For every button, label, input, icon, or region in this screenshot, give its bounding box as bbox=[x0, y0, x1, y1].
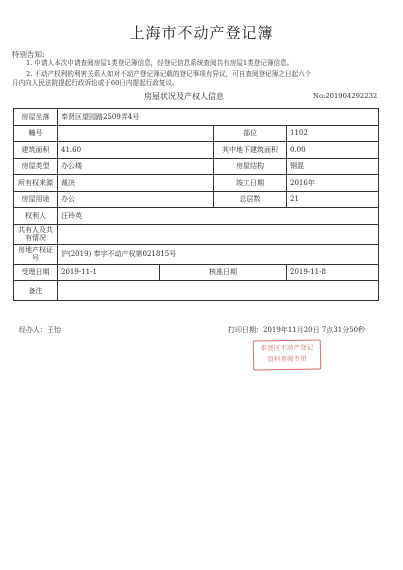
document-title: 上海市不动产登记簿 bbox=[129, 24, 274, 42]
registry-table bbox=[13, 108, 379, 301]
notice-line-2: 2. 不动产权利的利害关系人如对不动产登记簿记载的登记事项有异议，可自查阅登记簿之日起六个 bbox=[26, 70, 312, 78]
house-type-label: 房屋类型 bbox=[14, 158, 58, 175]
approve-date-label: 核准日期 bbox=[160, 264, 287, 281]
address-value: 奉贤区望园路2509弄4号 bbox=[58, 109, 379, 126]
table-row bbox=[14, 158, 379, 175]
table-row bbox=[14, 142, 379, 159]
section-number: No:201904292232 bbox=[313, 92, 378, 100]
total-floors-value: 21 bbox=[287, 191, 379, 208]
completion-date-label: 竣工日期 bbox=[214, 175, 287, 192]
structure-value: 钢混 bbox=[287, 158, 379, 175]
position-label: 部位 bbox=[214, 125, 287, 142]
table-row bbox=[14, 224, 379, 244]
notice-heading: 特别告知: bbox=[12, 50, 45, 59]
certificate-label: 房地产权证号 bbox=[14, 244, 58, 264]
underground-area-value: 0.00 bbox=[287, 142, 379, 159]
table-row bbox=[14, 244, 379, 264]
ownership-source-label: 所有权来源 bbox=[14, 175, 58, 192]
building-no-label: 幢号 bbox=[14, 125, 58, 142]
underground-area-label: 其中地下建筑面积 bbox=[214, 142, 287, 159]
handler-name: 经办人：王怡 bbox=[19, 326, 61, 334]
remarks-label: 备注 bbox=[14, 281, 58, 301]
building-no-value bbox=[58, 125, 214, 142]
table-row bbox=[14, 175, 379, 192]
accept-date-label: 受理日期 bbox=[14, 264, 58, 281]
co-ownership-value bbox=[58, 224, 379, 244]
table-row bbox=[14, 281, 379, 301]
table-row bbox=[14, 191, 379, 208]
official-stamp bbox=[253, 339, 322, 370]
structure-label: 房屋结构 bbox=[214, 158, 287, 175]
approve-date-value: 2019-11-8 bbox=[287, 264, 379, 281]
stamp-line-1: 奉贤区不动产登记 bbox=[260, 343, 314, 353]
co-ownership-label: 共有人及共有情况 bbox=[14, 224, 58, 244]
position-value: 1102 bbox=[287, 125, 379, 142]
completion-date-value: 2016年 bbox=[287, 175, 379, 192]
area-value: 41.60 bbox=[58, 142, 214, 159]
accept-date-value: 2019-11-1 bbox=[58, 264, 160, 281]
owner-label: 权利人 bbox=[14, 208, 58, 225]
house-type-value: 办公楼 bbox=[58, 158, 214, 175]
ownership-source-value: 裁决 bbox=[58, 175, 214, 192]
section-title: 房屋状况及产权人信息 bbox=[144, 92, 224, 101]
table-row bbox=[14, 109, 379, 126]
notice-line-3: 月内向人民法院提起行政诉讼或于60日内提起行政复议。 bbox=[12, 79, 179, 87]
remarks-value bbox=[58, 281, 379, 301]
area-label: 建筑面积 bbox=[14, 142, 58, 159]
table-row bbox=[14, 125, 379, 142]
table-row bbox=[14, 264, 379, 281]
total-floors-label: 总层数 bbox=[214, 191, 287, 208]
owner-value: 汪玲英 bbox=[58, 208, 379, 225]
print-time: 打印日期：2019年11月20日 7点31分50秒 bbox=[228, 326, 366, 334]
stamp-line-2: 资料查阅专用 bbox=[267, 354, 307, 364]
certificate-value: 沪(2019) 奉字不动产权第021815号 bbox=[58, 244, 379, 264]
table-row bbox=[14, 208, 379, 225]
address-label: 房屋坐落 bbox=[14, 109, 58, 126]
usage-label: 房屋用途 bbox=[14, 191, 58, 208]
usage-value: 办公 bbox=[58, 191, 214, 208]
notice-line-1: 1. 申请人本次申请查阅房屋1类登记簿信息，经登记信息系统查阅共有房屋1类登记簿信息。 bbox=[26, 59, 294, 67]
